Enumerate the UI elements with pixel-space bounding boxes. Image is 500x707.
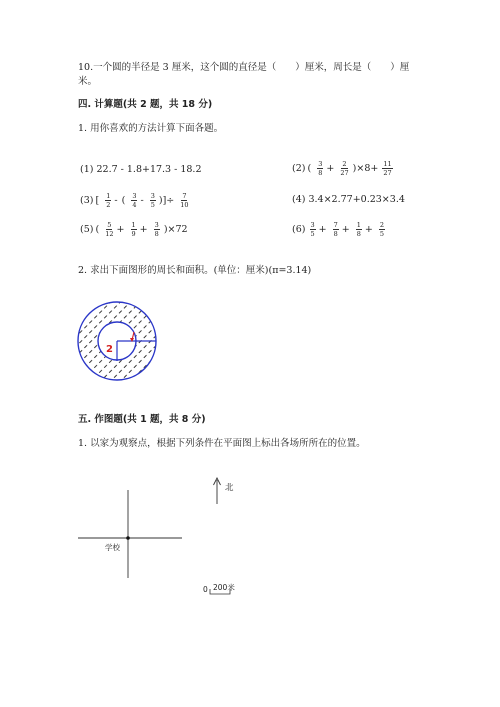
scale-zero: 0 (203, 585, 208, 594)
problem-1: (1) 22.7 - 1.8+17.3 - 18.2 (80, 164, 202, 175)
q10-line1: 10.一个圆的半径是 3 厘米，这个圆的直径是（ ）厘米，周长是（ ）厘 (78, 62, 410, 73)
fraction: $\frac{3}{5}$ (310, 221, 315, 238)
section4-title: 四. 计算题(共 2 题，共 18 分) (78, 99, 213, 110)
scale-text: 200米 (213, 583, 235, 592)
fraction: $\frac{3}{5}$ (150, 192, 155, 209)
fraction: $\frac{2}{5}$ (379, 221, 385, 238)
fraction: $\frac{1}{9}$ (131, 221, 136, 238)
problem-3: (3) [ $\frac{1}{2}$ - ( $\frac{3}{4}$ - $\frac{3}{5}$ )]÷ $\frac{7}{10}$ (80, 192, 189, 209)
fraction: $\frac{2}{27}$ (340, 160, 349, 177)
section5-title: 五. 作图题(共 1 题，共 8 分) (78, 414, 206, 425)
fraction: $\frac{3}{4}$ (132, 192, 137, 209)
problem-4: (4) 3.4×2.77+0.23×3.4 (292, 194, 405, 205)
radius-label: 2 (106, 344, 113, 355)
map-figure (70, 470, 270, 605)
q10-line2: 米。 (78, 76, 98, 87)
problem-5: (5) ( $\frac{5}{12}$ + $\frac{1}{9}$ + $\frac{3}{8}$ )×72 (80, 221, 188, 238)
problem-6: (6) $\frac{3}{5}$ + $\frac{7}{8}$ + $\frac{1}{8}$ + $\frac{2}{5}$ (292, 221, 385, 238)
section5-q1: 1. 以家为观察点，根据下列条件在平面图上标出各场所所在的位置。 (78, 438, 366, 449)
annulus-figure (72, 296, 162, 386)
fraction: $\frac{1}{8}$ (356, 221, 361, 238)
school-point (126, 536, 130, 540)
fraction: $\frac{1}{2}$ (106, 192, 111, 209)
fraction: $\frac{11}{27}$ (383, 160, 392, 177)
section4-q2: 2. 求出下面图形的周长和面积。(单位：厘米)(π=3.14) (78, 265, 312, 276)
fraction: $\frac{7}{10}$ (180, 192, 189, 209)
fraction: $\frac{5}{12}$ (105, 221, 114, 238)
fraction: $\frac{3}{8}$ (154, 221, 159, 238)
problem-2: (2) ( $\frac{3}{8}$ + $\frac{2}{27}$ )×8+ $\frac{11}{27}$ (292, 160, 392, 177)
north-label: 北 (225, 483, 234, 493)
fraction: $\frac{3}{8}$ (318, 160, 323, 177)
fraction: $\frac{7}{8}$ (333, 221, 338, 238)
school-label: 学校 (105, 543, 120, 552)
section4-q1: 1. 用你喜欢的方法计算下面各题。 (78, 123, 224, 134)
